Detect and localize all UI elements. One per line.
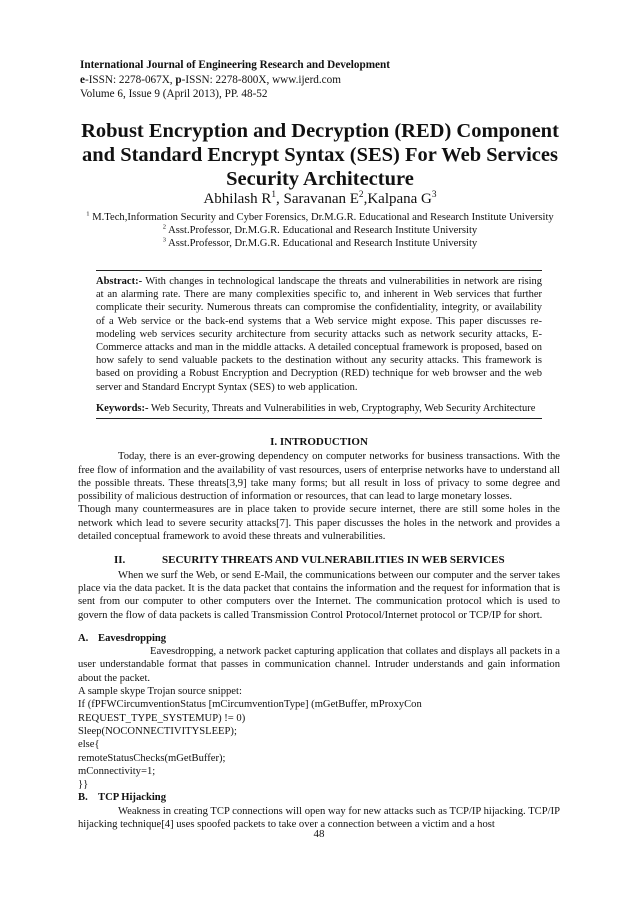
paper-title: Robust Encryption and Decryption (RED) Component and Standard Encrypt Syntax (SES) For Web Services Security Architecture xyxy=(81,120,559,190)
code-line: }} xyxy=(78,779,89,791)
affiliation-1: $^1$ M.Tech,Information Security and Cyber Forensics, Dr.M.G.R. Educational and Research Institute University xyxy=(86,210,554,223)
journal-title: International Journal of Engineering Research and Development xyxy=(80,59,390,71)
journal-header xyxy=(80,58,560,102)
code-line: mConnectivity=1; xyxy=(78,765,156,777)
journal-issn: e-ISSN: 2278-067X, p-ISSN: 2278-800X, www.ijerd.com xyxy=(80,73,341,86)
abstract: Abstract:- With changes in technological landscape the threats and vulnerabilities in network are rising at an alarming rate. There are many complexities specific to, and inherent in Web services that further complicate their security. Numerous threats can compromise the confidentiality, integrity, or availability of a Web service or the back-end systems that a Web service might expose. This paper discusses re-modeling web services security architecture from security attacks such as network security attacks, E-Commerce attacks and man in the middle attacks. A detailed conceptual framework is proposed, based on how safely to send valuable packets to the destination without any security attacks. This framework is based on providing a Robust Encryption and Decryption (RED) technique for web browser and the web server and Standard Encrypt Syntax (SES) to web application. xyxy=(96,276,542,393)
page-number: 48 xyxy=(313,828,325,840)
eavesdropping-paragraph: Eavesdropping, a network packet capturing application that collates and displays all packets in a user understandable format that passes in communication channel. Intruder understands and gain information about the packet. xyxy=(78,646,560,684)
abstract-box xyxy=(96,270,542,419)
code-line: Sleep(NOCONNECTIVITYSLEEP); xyxy=(78,725,237,737)
subsection-heading-tcp-hijacking: B. TCP Hijacking xyxy=(78,792,166,804)
affiliation-2: $^2$ Asst.Professor, Dr.M.G.R. Educational and Research Institute University xyxy=(162,223,478,237)
code-line: If (fPFWCircumventionStatus [mCircumventionType] (mGetBuffer, mProxyCon xyxy=(78,699,422,711)
subsection-heading-eavesdropping: A. Eavesdropping xyxy=(78,632,167,644)
paper-body xyxy=(78,436,560,831)
section-heading-introduction: I. INTRODUCTION xyxy=(270,436,368,448)
intro-paragraph-2: Though many countermeasures are in place taken to provide secure internet, there are still some holes in the network which lead to severe security attacks[7]. This paper discusses the holes in the network and provides a detailed conceptual framework to avoid these threats and vulnerabilities. xyxy=(78,504,560,543)
intro-paragraph-1: Today, there is an ever-growing dependency on computer networks for business transactions. With the free flow of information and the availability of vast resources, users of enterprise networks have to understand all the possible threats. These threats[3,9] take many forms; but all result in loss of privacy to some degree and possibility of malicious destruction of information or resources, that can lead to large monetary losses. xyxy=(78,451,560,503)
author-list: Abhilash $R^1$, Saravanan $E^2,Kalpana$ $G^3$ xyxy=(203,190,437,207)
code-line: A sample skype Trojan source snippet: xyxy=(78,686,242,698)
threats-paragraph-1: When we surf the Web, or send E-Mail, the communications between our computer and the server takes place via the data packet. It is the data packet that contains the information and the request for information that is sent from our computer to other computers over the Internet. The communication protocol which is used to govern the flow of data packets is called Transmission Control Protocol/Internet protocol or TCP/IP for short. xyxy=(78,569,560,621)
code-snippet xyxy=(78,685,560,791)
affiliation-3: $^3$ Asst.Professor, Dr.M.G.R. Educational and Research Institute University xyxy=(162,236,478,250)
keywords: Keywords:- Web Security, Threats and Vulnerabilities in web, Cryptography, Web Security Architecture xyxy=(96,402,536,414)
code-line: remoteStatusChecks(mGetBuffer); xyxy=(78,752,226,764)
code-line: else{ xyxy=(78,739,100,751)
section-heading-threats: II. SECURITY THREATS AND VULNERABILITIES IN WEB SERVICES xyxy=(114,554,505,567)
tcp-hijacking-paragraph: Weakness in creating TCP connections will open way for new attacks such as TCP/IP hijacking. TCP/IP hijacking technique[4] uses spoofed packets to take over a connection between a victim and a host xyxy=(78,805,560,831)
code-line: REQUEST_TYPE_SYSTEMUP) != 0) xyxy=(78,712,246,724)
journal-volume: Volume 6, Issue 9 (April 2013), PP. 48-52 xyxy=(80,88,268,100)
affiliations xyxy=(70,211,570,251)
